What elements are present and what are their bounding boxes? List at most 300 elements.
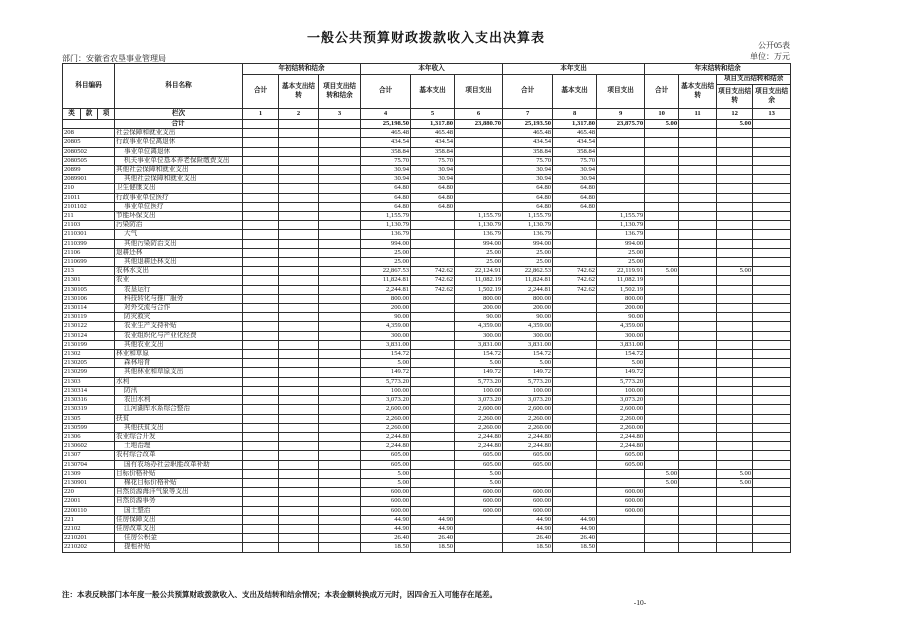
subject-code: 2130704 bbox=[63, 460, 115, 469]
cell-expense-basic: 742.62 bbox=[553, 267, 597, 276]
cell-end-project-carry bbox=[717, 258, 753, 267]
cell-begin-basic-carry bbox=[279, 368, 319, 377]
cell-end-project-carry: 5.00 bbox=[717, 478, 753, 487]
cell-expense-total: 30.94 bbox=[503, 166, 553, 175]
subject-name: 林业和草原 bbox=[115, 350, 243, 359]
table-row bbox=[63, 442, 791, 451]
cell-income-total: 5.00 bbox=[361, 359, 411, 368]
cell-begin-project-carry bbox=[319, 396, 361, 405]
header-income-total: 合计 bbox=[361, 75, 411, 109]
cell-begin-total bbox=[243, 350, 279, 359]
cell-expense-project: 605.00 bbox=[597, 460, 645, 469]
subject-name: 江河湖库水系综合整治 bbox=[115, 405, 243, 414]
cell-expense-project: 1,155.79 bbox=[597, 212, 645, 221]
cell-begin-basic-carry bbox=[279, 515, 319, 524]
cell-income-project: 600.00 bbox=[455, 488, 503, 497]
cell-begin-total bbox=[243, 322, 279, 331]
cell-begin-project-carry bbox=[319, 166, 361, 175]
table-row bbox=[63, 230, 791, 239]
header-class: 类 bbox=[63, 109, 81, 120]
cell-expense-basic: 26.40 bbox=[553, 534, 597, 543]
cell-income-total: 64.80 bbox=[361, 184, 411, 193]
cell-expense-project: 2,244.80 bbox=[597, 432, 645, 441]
cell-income-basic bbox=[411, 230, 455, 239]
subject-code: 2130599 bbox=[63, 423, 115, 432]
cell-end-total bbox=[645, 543, 679, 552]
table-row bbox=[63, 396, 791, 405]
cell-expense-basic: 44.90 bbox=[553, 515, 597, 524]
table-row bbox=[63, 543, 791, 552]
cell-expense-total: 64.80 bbox=[503, 202, 553, 211]
cell-end-basic-carry bbox=[679, 515, 717, 524]
cell-income-project: 1,502.19 bbox=[455, 285, 503, 294]
cell-end-total bbox=[645, 386, 679, 395]
subject-code: 21103 bbox=[63, 221, 115, 230]
cell-expense-project bbox=[597, 478, 645, 487]
subject-name: 其他扶贫支出 bbox=[115, 423, 243, 432]
cell-end-basic-carry bbox=[679, 423, 717, 432]
table-row bbox=[63, 506, 791, 515]
cell-income-project: 800.00 bbox=[455, 294, 503, 303]
cell-begin-project-carry bbox=[319, 515, 361, 524]
cell-end-total: 5.00 bbox=[645, 469, 679, 478]
cell-end-project-balance bbox=[753, 193, 791, 202]
cell-begin-project-carry bbox=[319, 175, 361, 184]
cell-expense-project: 800.00 bbox=[597, 294, 645, 303]
column-number: 2 bbox=[279, 109, 319, 120]
cell-end-project-carry bbox=[717, 147, 753, 156]
cell-expense-project bbox=[597, 129, 645, 138]
cell-begin-basic-carry bbox=[279, 267, 319, 276]
cell-expense-total: 1,155.79 bbox=[503, 212, 553, 221]
header-end-project-carry: 项目支出结转 bbox=[717, 85, 753, 109]
cell-end-project-carry bbox=[717, 442, 753, 451]
cell-end-project-carry bbox=[717, 138, 753, 147]
cell-income-total: 5.00 bbox=[361, 469, 411, 478]
cell-expense-total: 4,359.00 bbox=[503, 322, 553, 331]
table-row bbox=[63, 304, 791, 313]
header-income-project: 项目支出 bbox=[455, 75, 503, 109]
cell-begin-project-carry bbox=[319, 414, 361, 423]
table-row bbox=[63, 469, 791, 478]
cell-begin-total bbox=[243, 359, 279, 368]
cell-end-basic-carry bbox=[679, 405, 717, 414]
cell-income-basic bbox=[411, 423, 455, 432]
cell-end-project-balance bbox=[753, 396, 791, 405]
cell-income-project: 100.00 bbox=[455, 386, 503, 395]
cell-expense-project: 5.00 bbox=[597, 359, 645, 368]
subject-code: 210 bbox=[63, 184, 115, 193]
cell-income-project: 2,260.00 bbox=[455, 423, 503, 432]
table-row bbox=[63, 331, 791, 340]
subject-code: 208 bbox=[63, 129, 115, 138]
cell-begin-total bbox=[243, 368, 279, 377]
cell-end-total bbox=[645, 350, 679, 359]
cell-expense-project bbox=[597, 156, 645, 165]
cell-end-project-balance bbox=[753, 377, 791, 386]
cell-expense-basic bbox=[553, 442, 597, 451]
subject-name: 目标价格补贴 bbox=[115, 469, 243, 478]
cell-income-total: 434.54 bbox=[361, 138, 411, 147]
cell-income-project: 136.79 bbox=[455, 230, 503, 239]
cell-income-total: 22,867.53 bbox=[361, 267, 411, 276]
cell-end-total bbox=[645, 239, 679, 248]
table-row bbox=[63, 221, 791, 230]
cell-begin-project-carry bbox=[319, 184, 361, 193]
unit-label: 单位：万元 bbox=[750, 52, 790, 61]
cell-begin-total bbox=[243, 258, 279, 267]
cell-begin-total bbox=[243, 156, 279, 165]
cell-begin-basic-carry bbox=[279, 506, 319, 515]
cell-expense-project bbox=[597, 175, 645, 184]
cell-begin-total bbox=[243, 442, 279, 451]
cell-expense-basic bbox=[553, 313, 597, 322]
cell-end-project-carry bbox=[717, 506, 753, 515]
cell-end-project-carry bbox=[717, 340, 753, 349]
table-row bbox=[63, 350, 791, 359]
cell-begin-project-carry bbox=[319, 534, 361, 543]
cell-begin-project-carry bbox=[319, 120, 361, 129]
cell-end-project-balance bbox=[753, 120, 791, 129]
cell-begin-total bbox=[243, 524, 279, 533]
cell-expense-project: 600.00 bbox=[597, 488, 645, 497]
cell-end-basic-carry bbox=[679, 368, 717, 377]
cell-end-basic-carry bbox=[679, 340, 717, 349]
cell-expense-basic: 75.70 bbox=[553, 156, 597, 165]
cell-income-basic: 434.54 bbox=[411, 138, 455, 147]
cell-end-basic-carry bbox=[679, 497, 717, 506]
cell-begin-project-carry bbox=[319, 322, 361, 331]
cell-income-total: 605.00 bbox=[361, 460, 411, 469]
table-row bbox=[63, 129, 791, 138]
cell-end-project-carry bbox=[717, 368, 753, 377]
cell-begin-project-carry bbox=[319, 331, 361, 340]
cell-income-total: 149.72 bbox=[361, 368, 411, 377]
cell-end-project-balance bbox=[753, 175, 791, 184]
cell-expense-total: 136.79 bbox=[503, 230, 553, 239]
subject-code: 20899 bbox=[63, 166, 115, 175]
cell-expense-project: 100.00 bbox=[597, 386, 645, 395]
cell-end-basic-carry bbox=[679, 432, 717, 441]
cell-begin-total bbox=[243, 129, 279, 138]
department-label: 部门：安徽省农垦事业管理局 bbox=[62, 54, 166, 63]
cell-expense-basic bbox=[553, 304, 597, 313]
cell-begin-project-carry bbox=[319, 497, 361, 506]
cell-end-project-carry bbox=[717, 202, 753, 211]
subject-name: 提租补贴 bbox=[115, 543, 243, 552]
cell-end-basic-carry bbox=[679, 193, 717, 202]
cell-expense-project bbox=[597, 534, 645, 543]
cell-income-total: 64.80 bbox=[361, 193, 411, 202]
cell-begin-basic-carry bbox=[279, 350, 319, 359]
cell-end-project-balance bbox=[753, 294, 791, 303]
column-number: 1 bbox=[243, 109, 279, 120]
cell-income-basic: 18.50 bbox=[411, 543, 455, 552]
cell-expense-basic bbox=[553, 294, 597, 303]
cell-income-project: 2,244.80 bbox=[455, 442, 503, 451]
cell-income-project: 1,155.79 bbox=[455, 212, 503, 221]
subject-name: 自然资源海洋气象等支出 bbox=[115, 488, 243, 497]
cell-end-total bbox=[645, 129, 679, 138]
cell-end-project-carry bbox=[717, 524, 753, 533]
header-group-begin-balance: 年初结转和结余 bbox=[243, 64, 361, 75]
cell-end-total bbox=[645, 202, 679, 211]
cell-begin-total bbox=[243, 331, 279, 340]
cell-end-total bbox=[645, 442, 679, 451]
cell-begin-project-carry bbox=[319, 212, 361, 221]
cell-begin-project-carry bbox=[319, 442, 361, 451]
cell-end-total bbox=[645, 184, 679, 193]
cell-income-project bbox=[455, 193, 503, 202]
subject-name: 农业生产支持补贴 bbox=[115, 322, 243, 331]
cell-income-total: 800.00 bbox=[361, 294, 411, 303]
cell-begin-total bbox=[243, 396, 279, 405]
subject-code: 2130205 bbox=[63, 359, 115, 368]
cell-end-total bbox=[645, 138, 679, 147]
cell-end-basic-carry bbox=[679, 451, 717, 460]
cell-begin-total bbox=[243, 414, 279, 423]
cell-begin-basic-carry bbox=[279, 212, 319, 221]
subject-code: 2110699 bbox=[63, 258, 115, 267]
cell-end-project-carry bbox=[717, 212, 753, 221]
subject-name: 节能环保支出 bbox=[115, 212, 243, 221]
cell-income-project: 5,773.20 bbox=[455, 377, 503, 386]
cell-end-basic-carry bbox=[679, 350, 717, 359]
header-begin-basic-carry: 基本支出结转 bbox=[279, 75, 319, 109]
cell-expense-project: 3,073.20 bbox=[597, 396, 645, 405]
cell-end-project-carry bbox=[717, 451, 753, 460]
cell-income-basic bbox=[411, 405, 455, 414]
cell-income-basic: 358.84 bbox=[411, 147, 455, 156]
cell-income-total: 4,359.00 bbox=[361, 322, 411, 331]
header-group-expense: 本年支出 bbox=[503, 64, 645, 75]
table-row bbox=[63, 359, 791, 368]
cell-income-project: 23,880.70 bbox=[455, 120, 503, 129]
cell-income-total: 2,260.00 bbox=[361, 414, 411, 423]
cell-income-total: 600.00 bbox=[361, 497, 411, 506]
cell-income-basic: 44.90 bbox=[411, 524, 455, 533]
cell-end-basic-carry bbox=[679, 331, 717, 340]
subject-code: 22001 bbox=[63, 497, 115, 506]
cell-expense-total: 44.90 bbox=[503, 515, 553, 524]
cell-income-total: 30.94 bbox=[361, 175, 411, 184]
cell-expense-project bbox=[597, 138, 645, 147]
cell-income-basic: 1,317.80 bbox=[411, 120, 455, 129]
cell-begin-project-carry bbox=[319, 405, 361, 414]
cell-expense-basic bbox=[553, 497, 597, 506]
cell-begin-total bbox=[243, 202, 279, 211]
cell-expense-basic bbox=[553, 221, 597, 230]
cell-income-project: 5.00 bbox=[455, 359, 503, 368]
cell-end-project-carry: 5.00 bbox=[717, 267, 753, 276]
cell-expense-basic: 64.80 bbox=[553, 202, 597, 211]
cell-begin-project-carry bbox=[319, 202, 361, 211]
table-row bbox=[63, 405, 791, 414]
cell-end-basic-carry bbox=[679, 524, 717, 533]
subject-name: 科技转化与推广服务 bbox=[115, 294, 243, 303]
cell-end-total bbox=[645, 451, 679, 460]
cell-begin-total bbox=[243, 506, 279, 515]
cell-end-total bbox=[645, 294, 679, 303]
cell-end-total bbox=[645, 193, 679, 202]
cell-income-project bbox=[455, 524, 503, 533]
cell-expense-total: 2,244.80 bbox=[503, 442, 553, 451]
subject-code: 2130901 bbox=[63, 478, 115, 487]
cell-end-project-carry bbox=[717, 350, 753, 359]
cell-end-basic-carry bbox=[679, 377, 717, 386]
subject-name: 国土整治 bbox=[115, 506, 243, 515]
cell-begin-basic-carry bbox=[279, 451, 319, 460]
cell-expense-total: 5,773.20 bbox=[503, 377, 553, 386]
cell-expense-project: 11,082.19 bbox=[597, 276, 645, 285]
cell-income-project: 2,244.80 bbox=[455, 432, 503, 441]
cell-expense-basic bbox=[553, 359, 597, 368]
subject-code: 21301 bbox=[63, 276, 115, 285]
cell-expense-basic bbox=[553, 451, 597, 460]
cell-income-total: 5,773.20 bbox=[361, 377, 411, 386]
cell-end-project-balance bbox=[753, 350, 791, 359]
cell-end-total bbox=[645, 313, 679, 322]
cell-income-basic bbox=[411, 506, 455, 515]
cell-expense-total: 25,193.50 bbox=[503, 120, 553, 129]
cell-begin-total bbox=[243, 221, 279, 230]
cell-end-project-balance bbox=[753, 524, 791, 533]
cell-income-total: 154.72 bbox=[361, 350, 411, 359]
cell-income-total: 136.79 bbox=[361, 230, 411, 239]
cell-end-basic-carry bbox=[679, 258, 717, 267]
cell-end-total: 5.00 bbox=[645, 267, 679, 276]
subject-name: 其他社会保障和就业支出 bbox=[115, 166, 243, 175]
cell-expense-project: 600.00 bbox=[597, 506, 645, 515]
cell-begin-basic-carry bbox=[279, 166, 319, 175]
cell-end-basic-carry bbox=[679, 386, 717, 395]
subject-name: 其他退耕还林支出 bbox=[115, 258, 243, 267]
cell-expense-total: 154.72 bbox=[503, 350, 553, 359]
cell-expense-basic bbox=[553, 396, 597, 405]
cell-end-total bbox=[645, 506, 679, 515]
cell-end-total bbox=[645, 368, 679, 377]
cell-end-basic-carry bbox=[679, 442, 717, 451]
cell-begin-basic-carry bbox=[279, 230, 319, 239]
cell-end-project-carry bbox=[717, 359, 753, 368]
cell-expense-project: 1,130.79 bbox=[597, 221, 645, 230]
column-number: 3 bbox=[319, 109, 361, 120]
cell-expense-total: 25.00 bbox=[503, 248, 553, 257]
cell-end-project-carry bbox=[717, 377, 753, 386]
table-row bbox=[63, 451, 791, 460]
cell-income-project bbox=[455, 534, 503, 543]
cell-end-project-carry bbox=[717, 414, 753, 423]
subject-code: 2101102 bbox=[63, 202, 115, 211]
page-number: -10- bbox=[633, 598, 647, 607]
cell-begin-basic-carry bbox=[279, 239, 319, 248]
cell-income-project: 600.00 bbox=[455, 497, 503, 506]
cell-begin-basic-carry bbox=[279, 497, 319, 506]
cell-end-basic-carry bbox=[679, 221, 717, 230]
cell-income-basic bbox=[411, 212, 455, 221]
cell-income-total: 1,130.79 bbox=[361, 221, 411, 230]
cell-end-basic-carry bbox=[679, 276, 717, 285]
cell-income-project: 3,831.00 bbox=[455, 340, 503, 349]
cell-income-basic bbox=[411, 414, 455, 423]
cell-begin-total bbox=[243, 147, 279, 156]
cell-begin-total bbox=[243, 515, 279, 524]
cell-end-project-carry bbox=[717, 460, 753, 469]
cell-begin-total bbox=[243, 304, 279, 313]
cell-expense-project: 1,502.19 bbox=[597, 285, 645, 294]
cell-expense-total: 2,260.00 bbox=[503, 414, 553, 423]
table-row bbox=[63, 138, 791, 147]
table-row bbox=[63, 267, 791, 276]
cell-end-project-balance bbox=[753, 469, 791, 478]
cell-expense-project: 605.00 bbox=[597, 451, 645, 460]
cell-begin-project-carry bbox=[319, 258, 361, 267]
cell-expense-basic bbox=[553, 460, 597, 469]
table-row bbox=[63, 515, 791, 524]
cell-expense-project bbox=[597, 202, 645, 211]
subject-code: 2130122 bbox=[63, 322, 115, 331]
cell-expense-basic: 742.62 bbox=[553, 276, 597, 285]
cell-begin-project-carry bbox=[319, 368, 361, 377]
cell-income-total: 2,244.80 bbox=[361, 432, 411, 441]
cell-income-basic: 742.62 bbox=[411, 276, 455, 285]
cell-income-project: 600.00 bbox=[455, 506, 503, 515]
cell-income-basic: 26.40 bbox=[411, 534, 455, 543]
cell-expense-total: 22,862.53 bbox=[503, 267, 553, 276]
cell-end-total bbox=[645, 340, 679, 349]
cell-income-basic: 742.62 bbox=[411, 285, 455, 294]
cell-expense-total: 2,260.00 bbox=[503, 423, 553, 432]
cell-begin-basic-carry bbox=[279, 258, 319, 267]
cell-begin-project-carry bbox=[319, 230, 361, 239]
cell-end-total bbox=[645, 396, 679, 405]
cell-end-basic-carry bbox=[679, 129, 717, 138]
subject-name: 农业 bbox=[115, 276, 243, 285]
cell-begin-basic-carry bbox=[279, 396, 319, 405]
cell-end-project-balance bbox=[753, 515, 791, 524]
cell-begin-project-carry bbox=[319, 193, 361, 202]
cell-begin-basic-carry bbox=[279, 432, 319, 441]
cell-expense-basic bbox=[553, 506, 597, 515]
cell-end-project-balance bbox=[753, 340, 791, 349]
cell-expense-project: 2,600.00 bbox=[597, 405, 645, 414]
subject-code: 21309 bbox=[63, 469, 115, 478]
cell-expense-basic bbox=[553, 488, 597, 497]
cell-end-project-carry bbox=[717, 396, 753, 405]
subject-code: 2130316 bbox=[63, 396, 115, 405]
cell-end-project-balance bbox=[753, 460, 791, 469]
cell-income-total: 2,260.00 bbox=[361, 423, 411, 432]
cell-income-project bbox=[455, 138, 503, 147]
cell-end-project-carry bbox=[717, 432, 753, 441]
cell-begin-basic-carry bbox=[279, 304, 319, 313]
cell-income-basic bbox=[411, 221, 455, 230]
cell-expense-total bbox=[503, 478, 553, 487]
cell-income-basic bbox=[411, 331, 455, 340]
cell-end-project-carry bbox=[717, 322, 753, 331]
cell-income-total: 26.40 bbox=[361, 534, 411, 543]
cell-expense-basic bbox=[553, 386, 597, 395]
cell-end-total bbox=[645, 488, 679, 497]
cell-end-basic-carry bbox=[679, 478, 717, 487]
cell-begin-project-carry bbox=[319, 432, 361, 441]
cell-income-basic bbox=[411, 451, 455, 460]
subject-name: 卫生健康支出 bbox=[115, 184, 243, 193]
cell-begin-basic-carry bbox=[279, 322, 319, 331]
cell-end-basic-carry bbox=[679, 285, 717, 294]
cell-income-basic: 465.48 bbox=[411, 129, 455, 138]
cell-income-total: 44.90 bbox=[361, 515, 411, 524]
